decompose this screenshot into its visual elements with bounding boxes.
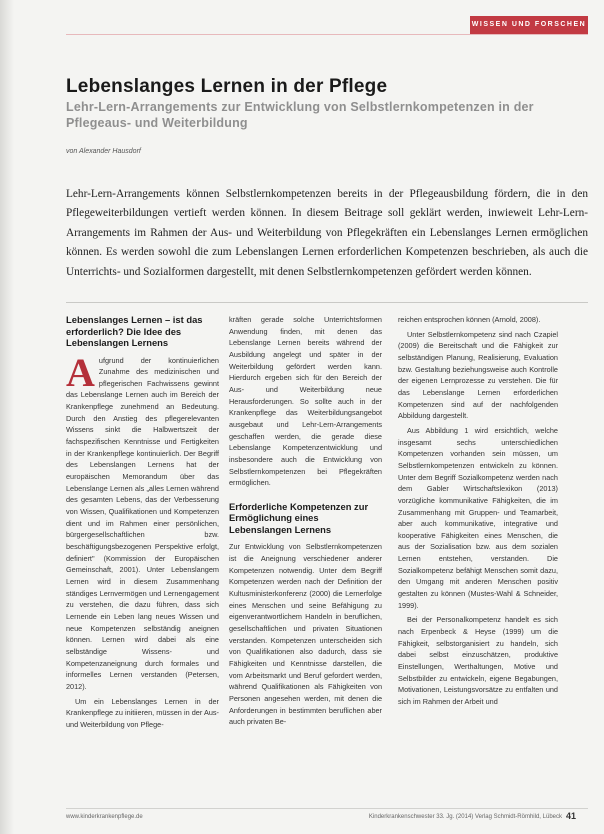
footer-website: www.kinderkrankenpflege.de: [66, 814, 143, 820]
footer-divider: [66, 808, 588, 809]
text-column-1: [66, 314, 219, 816]
paragraph: Aus Abbildung 1 wird ersichtlich, welche insgesamt sechs unterschiedlichen Kompetenzen vorhanden sein müssen, um Selbstlernkompetenzen entwickeln zu können. Unter dem Begriff Sozialkompetenz werden nach dem Gabler Wirtschaftslexikon (2013) vorzügliche kommunikative Fähigkeiten, die im Zusammenhang mit Gruppen- und Teamarbeit, aber auch kommunikative, integrative und kooperative Fähigkeiten eines Menschen, die aus der Sozialisation bzw. aus dem sozialen Lernen entstehen, verstanden. Die Sozialkompetenz befähigt Menschen somit dazu, den Umgang mit anderen Menschen positiv gestalten zu können (Mustes-Wahl & Schneider, 1999).: [398, 425, 558, 610]
paragraph: [66, 349, 219, 693]
article-author: von Alexander Hausdorf: [66, 148, 141, 155]
paragraph: Um ein Lebenslanges Lernen in der Krankenpflege zu initiieren, müssen in der Aus- und Weiterbildung von Pflege-: [66, 696, 219, 729]
paragraph: Unter Selbstlernkompetenz sind nach Czapiel (2009) die Bereitschaft und die Fähigkeit zur selbständigen Planung, Realisierung, Evaluation bzw. Gestaltung beziehungsweise auch Kontrolle der eigenen Lernprozesse zu verstehen. Die für das Lebenslange Lernen erforderlichen Kompetenzen sind auf der nachfolgenden Abbildung dargestellt.: [398, 329, 558, 421]
article-subtitle: Lehr-Lern-Arrangements zur Entwicklung von Selbstlernkompetenzen in der Pflegeaus- und Weiterbildung: [66, 100, 534, 130]
section-divider: [66, 34, 588, 35]
paragraph: kräften gerade solche Unterrichtsformen Anwendung finden, mit denen das Lebenslange Lernen bereits während der Ausbildung angelegt und später in der Weiterbildung gefördert werden kann. Hierdurch ergeben sich für den Bereich der Aus- und Weiterbildung neue Herausforderungen. So sollte auch in der Krankenpflege das Weiterbildungsangebot ausgebaut und Lehr-Lern-Arrangements geschaffen werden, die gerade diese Lebenslange Kompetenzentwicklung und insbesondere auch die Entwicklung von Selbstlernkompetenzen bei Pflegekräften ermöglichen.: [229, 315, 382, 488]
paragraph: Bei der Personalkompetenz handelt es sich nach Erpenbeck & Heyse (1999) um die Fähigkeit, selbstorganisiert zu handeln, sich dabei selbst einzuschätzen, produktive Einstellungen, Werthaltungen, Motive und Selbstbilder zu entwickeln, eigene Begabungen, Motivationen, Leistungsvorsätze zu entfalten und sich im Rahmen der Arbeit und: [398, 615, 558, 706]
page-edge-shadow: [0, 0, 14, 834]
article-lead: Lehr-Lern-Arrangements können Selbstlernkompetenzen bereits in der Pflegeausbildung fördern, die in den Pflegeweiterbildungen vertieft werden können. In diesem Beitrage soll geklärt werden, inwieweit Lehr-Lern-Arrangements im Rahmen der Aus- und Weiterbildung von Pflegekräften ein Lebenslanges Lernen ermöglichen können. Es werden sowohl die zum Lebenslangen Lernen erforderlichen Kompetenzen beschrieben, als auch die Unterrichts- und Sozialformen dargestellt, mit denen Selbstlernkompetenzen gefördert werden können.: [66, 188, 588, 278]
lead-divider: [66, 302, 588, 303]
text-column-3: [398, 314, 558, 816]
section-heading-1: Lebenslanges Lernen – ist das erforderlich? Die Idee des Lebenslangen Lernens: [66, 314, 203, 348]
page-number: 41: [566, 811, 577, 821]
article-title: Lebenslanges Lernen in der Pflege: [66, 76, 388, 97]
paragraph: Zur Entwicklung von Selbstlernkompetenzen ist die Aneignung verschiedener anderer Kompetenzen notwendig. Unter dem Begriff Kompetenzen werden nach der Definition der Kultusministerkonferenz (2000) die Lernerfolge eines Menschen und seine Befähigung zu eigenverantwortlichem Handeln in beruflichen, gesellschaftlichen und privaten Situationen verstanden. Kompetenzen unterscheiden sich von Qualifikationen also dadurch, dass sie Fähigkeiten und Kenntnisse darstellen, die vom Arbeitsmarkt und Beruf gefordert werden, während Qualifikationen als Fähigkeiten von Personen angesehen werden, mit denen die Anforderungen in bestimmten beruflichen aber auch privaten Be-: [229, 542, 382, 727]
paragraph-text: ufgrund der kontinuierlichen Zunahme des medizinischen und pflegerischen Fachwissens gewinnt das Lebenslange Lernen auch im Bereich der Krankenpflege zunehmend an Bedeutung. Durch den Anstieg des pflegerelevanten Wissens sinkt die Halbwertszeit der fachspezifischen Kenntnisse und Fertigkeiten in der Krankenpflege kontinuierlich. Der Begriff des Lebenslangen Lernens hat der europäischen Memorandum über das Lebenslange Lernen als „alles Lernen während des gesamten Lebens, das der Verbesserung von Wissen, Qualifikationen und Kompetenzen dient und im Rahmen einer persönlichen, bürgergesellschaftlichen bzw. beschäftigungsbezogenen Perspektive erfolgt, definiert" (Kommission der Europäischen Gemeinschaft, 2001). Unter Lebenslangem Lernen wird in diesem Zusammenhang ständiges Lernvermögen und Lernengagement zu verstehen, die dazu führen, dass sich Lernende ein Leben lang neues Wissen und neue Kompetenzen selbständig aneignen können. Lernen wird dabei als eine selbständige Wissens- und Kompetenzaneignung durch formales und informelles Lernen verstanden (Petersen, 2012).: [66, 355, 219, 691]
section-heading-2: Erforderliche Kompetenzen zur Ermöglichung eines Lebenslangen Lernens: [229, 500, 369, 535]
text-column-2: [229, 314, 382, 816]
paragraph: reichen entsprochen können (Arnold, 2008).: [398, 315, 541, 324]
footer-citation: Kinderkrankenschwester 33. Jg. (2014) Verlag Schmidt-Römhild, Lübeck: [368, 814, 562, 820]
drop-cap: A: [66, 349, 95, 395]
section-label: WISSEN UND FORSCHEN: [470, 16, 588, 34]
